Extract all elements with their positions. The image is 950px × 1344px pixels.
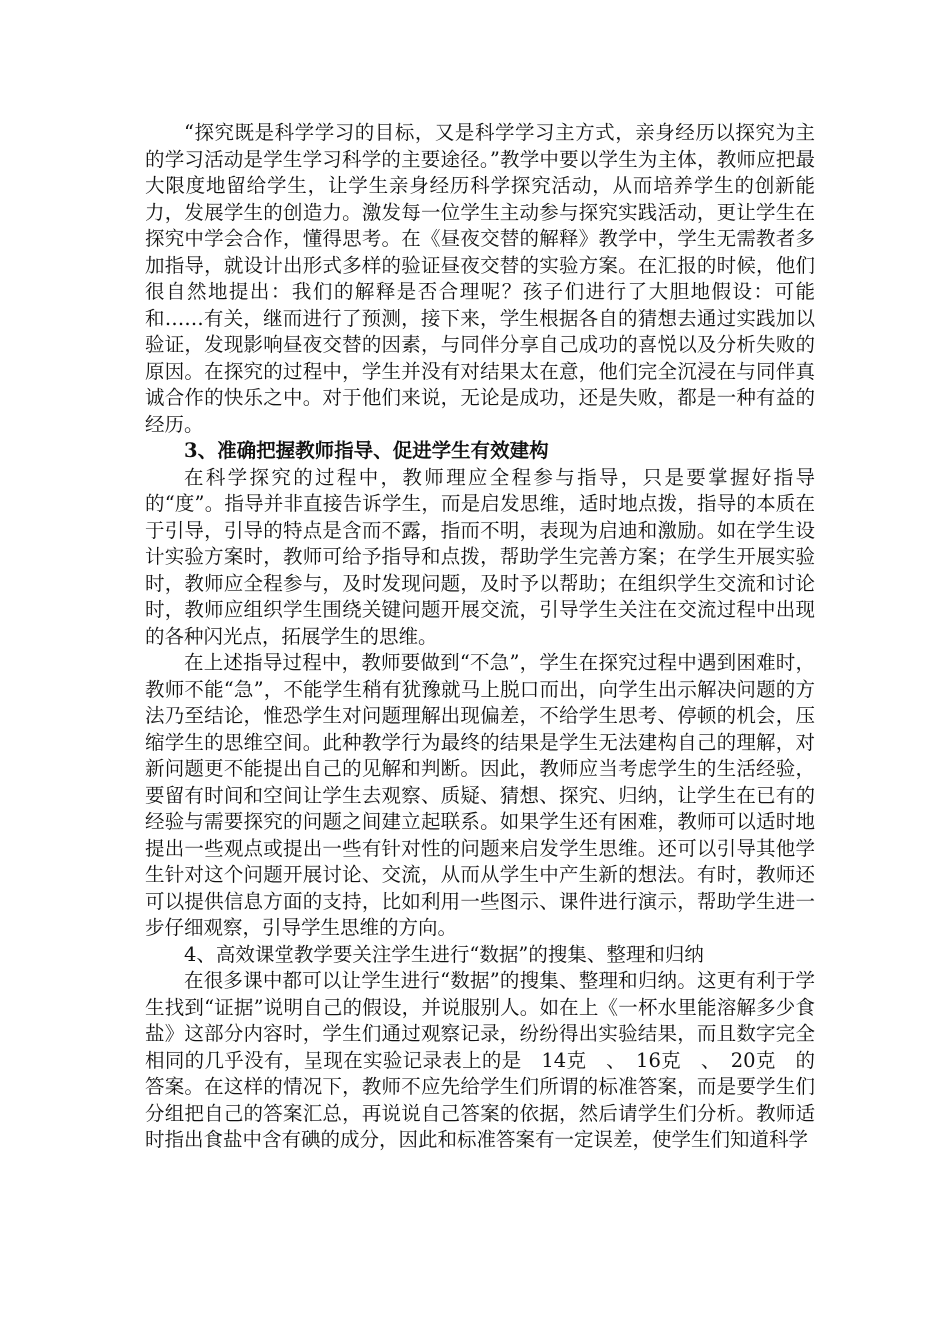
paragraph-not-rush: 在上述指导过程中，教师要做到“不急”，学生在探究过程中遇到困难时，教师不能“急”，不能学生稍有犹豫就马上脱口而出，向学生出示解决问题的方法乃至结论，惟恐学生对问题理解出现偏差，不给学生思考、停顿的机会，压缩学生的思维空间。此种教学行为最终的结果是学生无法建构自己的理解，对新问题更不能提出自己的见解和判断。因此，教师应当考虑学生的生活经验，要留有时间和空间让学生去观察、质疑、猜想、探究、归纳，让学生在已有的经验与需要探究的问题之间建立起联系。如果学生还有困难，教师可以适时地提出一些观点或提出一些有针对性的问题来启发学生思维。还可以引导其他学生针对这个问题开展讨论、交流，从而从学生中产生新的想法。有时，教师还可以提供信息方面的支持，比如利用一些图示、课件进行演示，帮助学生进一步仔细观察，引导学生思维的方向。 <box>145 651 815 939</box>
section-heading-4: 4、高效课堂教学要关注学生进行“数据”的搜集、整理和归纳 <box>184 942 704 966</box>
paragraph-guidance: 在科学探究的过程中，教师理应全程参与指导，只是要掌握好指导的“度”。指导并非直接告诉学生，而是启发思维，适时地点拨，指导的本质在于引导，引导的特点是含而不露，指而不明，表现为启迪和激励。如在学生设计实验方案时，教师可给予指导和点拨，帮助学生完善方案；在学生开展实验时，教师应全程参与，及时发现问题，及时予以帮助；在组织学生交流和讨论时，教师应组织学生围绕关键问题开展交流，引导学生关注在交流过程中出现的各种闪光点，拓展学生的思维。 <box>145 465 815 648</box>
paragraph-inquiry: “探究既是科学学习的目标，又是科学学习主方式，亲身经历以探究为主的学习活动是学生学习科学的主要途径。”教学中要以学生为主体，教师应把最大限度地留给学生，让学生亲身经历科学探究活动，从而培养学生的创新能力，发展学生的创造力。激发每一位学生主动参与探究实践活动，更让学生在探究中学会合作，懂得思考。在《昼夜交替的解释》教学中，学生无需教者多加指导，就设计出形式多样的验证昼夜交替的实验方案。在汇报的时候，他们很自然地提出：我们的解释是否合理呢？孩子们进行了大胆地假设：可能和……有关，继而进行了预测，接下来，学生根据各自的猜想去通过实践加以验证，发现影响昼夜交替的因素，与同伴分享自己成功的喜悦以及分析失败的原因。在探究的过程中，学生并没有对结果太在意，他们完全沉浸在与同伴真诚合作的快乐之中。对于他们来说，无论是成功，还是失败，都是一种有益的经历。 <box>145 121 815 436</box>
paragraph-data-collection: 在很多课中都可以让学生进行“数据”的搜集、整理和归纳。这更有利于学生找到“证据”说明自己的假设，并说服别人。如在上《一杯水里能溶解多少食盐》这部分内容时，学生们通过观察记录，纷纷得出实验结果，而且数字完全相同的几乎没有，呈现在实验记录表上的是 14克 、 16克 、 20克 的答案。在这样的情况下，教师不应先给学生们所谓的标准答案，而是要学生们分组把自己的答案汇总，再说说自己答案的依据，然后请学生们分析。教师适时指出食盐中含有碘的成分，因此和标准答案有一定误差，使学生们知道科学 <box>145 969 815 1151</box>
document-page <box>145 120 815 1154</box>
section-heading-3: 3、准确把握教师指导、促进学生有效建构 <box>184 439 549 462</box>
